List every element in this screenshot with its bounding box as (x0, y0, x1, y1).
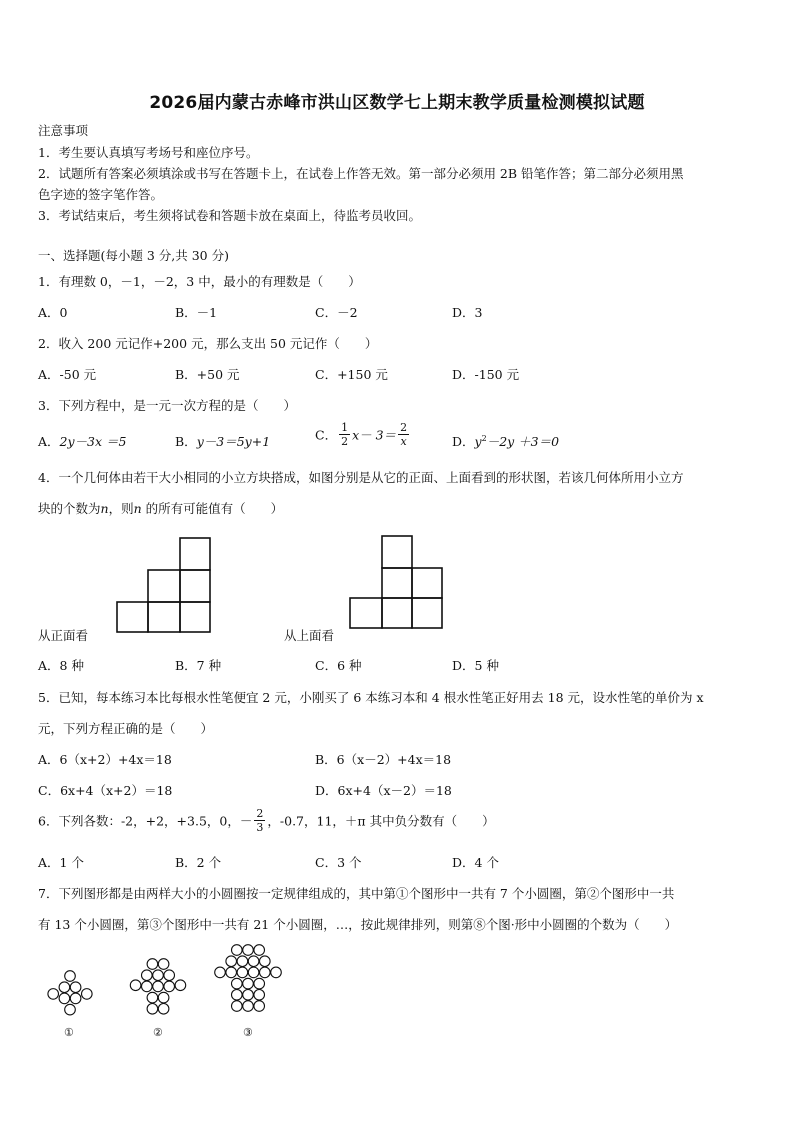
q2-option-d: D．-150 元 (452, 367, 520, 382)
fig3-circle (260, 967, 271, 978)
front-cube-bottom-2 (148, 602, 180, 632)
fig2-circle (164, 970, 175, 981)
fig1-circle (59, 982, 70, 993)
fig3-circle (243, 978, 254, 989)
q6-option-b: B．2 个 (175, 855, 222, 870)
q4-option-a: A．8 种 (38, 658, 84, 673)
q4-label-front: 从正面看 (38, 628, 89, 643)
q4-option-c: C．6 种 (315, 658, 362, 673)
fig2-circle (153, 970, 164, 981)
q6-stem-part-a: 6．下列各数：-2，+2，+3.5，0， (38, 813, 240, 829)
q1-option-d: D．3 (452, 305, 483, 320)
notice-item-2-cont: 色字迹的签字笔作答。 (38, 187, 164, 202)
q4-front-view-figure (90, 528, 230, 636)
fig3-circle (254, 990, 265, 1001)
fig3-circle (232, 978, 243, 989)
q4-var-n-2: n (133, 501, 142, 516)
fig1-circle (59, 993, 70, 1004)
fig1-circle (48, 989, 59, 1000)
q4-stem-line-2 (38, 499, 283, 517)
q3-stem: 3．下列方程中，是一元一次方程的是（ ） (38, 398, 296, 413)
q4-stem-part-a: 块的个数为 (38, 501, 101, 516)
q2-option-c: C．+150 元 (315, 367, 388, 382)
q3-option-d-prefix: D． (452, 434, 475, 449)
top-cube-5 (382, 598, 412, 628)
fig2-circle (130, 980, 141, 991)
q4-label-top: 从上面看 (284, 628, 335, 643)
front-cube-mid-1 (148, 570, 180, 602)
fig3-circle (254, 945, 265, 956)
q3-d-exponent: 2 (481, 433, 487, 443)
q5-option-c: C．6x+4（x+2）＝18 (38, 783, 173, 798)
fig3-circle (243, 1001, 254, 1012)
q7-label-2: ② (153, 1026, 163, 1039)
q2-option-b: B．+50 元 (175, 367, 240, 382)
q6-option-d: D．4 个 (452, 855, 499, 870)
q1-option-a: A．0 (38, 305, 68, 320)
q6-frac-num: 2 (256, 807, 264, 820)
fig3-circle (237, 956, 248, 967)
q3-c-frac2-num: 2 (400, 421, 408, 434)
q3-option-b (175, 432, 270, 450)
page-title: 2026届内蒙古赤峰市洪山区数学七上期末教学质量检测模拟试题 (149, 93, 645, 113)
fig3-circle (237, 967, 248, 978)
q3-option-a (38, 432, 126, 450)
q5-option-a: A．6（x+2）+4x＝18 (38, 752, 172, 767)
q2-option-a: A．-50 元 (38, 367, 97, 382)
q3-option-b-expr: y－3＝5y+1 (196, 434, 271, 449)
q1-option-b: B．－1 (175, 305, 218, 320)
fig2-circle (142, 970, 153, 981)
section-heading: 一、选择题(每小题 3 分,共 30 分) (38, 248, 229, 263)
q6-option-a: A．1 个 (38, 855, 84, 870)
q4-stem-line-1: 4．一个几何体由若干大小相同的小立方块搭成，如图分别是从它的正面、上面看到的形状图，若该几何体所用小立方 (38, 470, 684, 485)
fig1-circle (65, 1004, 76, 1015)
fig3-circle (254, 1001, 265, 1012)
q6-option-c: C．3 个 (315, 855, 362, 870)
notice-heading: 注意事项 (38, 123, 89, 138)
q5-stem-line-2: 元，下列方程正确的是（ ） (38, 721, 214, 736)
q4-stem-part-b: ，则 (108, 501, 134, 516)
q3-d-var: y (474, 434, 482, 449)
q7-circle-pattern-figure (38, 938, 294, 1044)
fig2-circle (175, 980, 186, 991)
q3-c-frac2-den: x (400, 435, 407, 448)
q7-stem-line-1: 7．下列图形都是由两样大小的小圆圈按一定规律组成的，其中第①个图形中一共有 7 个小圆圈，第②个图形中一共 (38, 886, 675, 901)
q3-c-fraction-2 (398, 422, 409, 447)
top-cube-6 (412, 598, 442, 628)
q6-neg-sign: － (239, 813, 253, 829)
q3-option-c-prefix: C． (315, 427, 338, 443)
q3-option-a-expr: 2y－3x ＝5 (59, 434, 127, 449)
q3-c-frac1-den: 2 (341, 435, 349, 448)
q3-d-rest: －2y ＋3＝0 (486, 434, 560, 449)
top-cube-3 (412, 568, 442, 598)
fig3-circle (232, 1001, 243, 1012)
q5-option-b: B．6（x－2）+4x＝18 (315, 752, 452, 767)
q3-c-frac1-num: 1 (341, 421, 349, 434)
q4-top-view-figure (330, 528, 470, 636)
q4-option-b: B．7 种 (175, 658, 222, 673)
q7-stem-line-2: 有 13 个小圆圈，第③个图形中一共有 21 个小圆圈，…，按此规律排列，则第⑧个图·形中小圆圈的个数为（ ） (38, 917, 678, 932)
front-cube-top (180, 538, 210, 570)
q1-option-c: C．－2 (315, 305, 358, 320)
top-cube-1 (382, 536, 412, 568)
fig3-circle (248, 956, 259, 967)
q6-stem-part-b: ，-0.7，11，＋π 其中负分数有（ ） (267, 813, 495, 829)
fig2-circle (147, 1004, 158, 1015)
fig3-circle (254, 978, 265, 989)
fig3-circle (215, 967, 226, 978)
q4-option-d: D．5 种 (452, 658, 499, 673)
notice-item-3: 3．考试结束后，考生须将试卷和答题卡放在桌面上，待监考员收回。 (38, 208, 421, 223)
fig3-circle (271, 967, 282, 978)
fig1-circle (65, 971, 76, 982)
front-cube-bottom-1 (117, 602, 148, 632)
top-cube-2 (382, 568, 412, 598)
fig2-circle (164, 981, 175, 992)
q7-label-3: ③ (243, 1026, 253, 1039)
q7-label-1: ① (64, 1026, 74, 1039)
q6-frac-den: 3 (256, 821, 264, 834)
q3-option-c (315, 422, 411, 447)
fig2-circle (147, 959, 158, 970)
q3-option-b-prefix: B． (175, 434, 197, 449)
notice-item-2: 2．试题所有答案必须填涂或书写在答题卡上，在试卷上作答无效。第一部分必须用 2B 铅笔作答；第二部分必须用黑 (38, 166, 684, 181)
fig2-circle (158, 992, 169, 1003)
q3-c-fraction-1 (339, 422, 350, 447)
q4-var-n: n (100, 501, 109, 516)
q3-option-d (452, 432, 559, 450)
q3-option-a-prefix: A． (38, 434, 60, 449)
front-cube-bottom-3 (180, 602, 210, 632)
fig3-circle (260, 956, 271, 967)
fig1-circle (82, 989, 93, 1000)
notice-item-1: 1．考生要认真填写考场号和座位序号。 (38, 145, 259, 160)
q6-stem (38, 808, 495, 833)
fig2-circle (142, 981, 153, 992)
fig1-circle (70, 982, 81, 993)
q4-stem-part-c: 的所有可能值有（ ） (141, 501, 284, 516)
q3-c-mid: x－ 3＝ (352, 427, 397, 443)
fig2-circle (158, 959, 169, 970)
fig3-circle (248, 967, 259, 978)
q5-option-d: D．6x+4（x－2）＝18 (315, 783, 452, 798)
fig1-circle (70, 993, 81, 1004)
fig3-circle (226, 967, 237, 978)
front-cube-mid-2 (180, 570, 210, 602)
q1-stem: 1．有理数 0，－1，－2，3 中，最小的有理数是（ ） (38, 274, 361, 289)
q6-fraction (254, 808, 265, 833)
fig2-circle (153, 981, 164, 992)
fig2-circle (147, 992, 158, 1003)
fig3-circle (243, 945, 254, 956)
top-cube-4 (350, 598, 382, 628)
fig3-circle (232, 945, 243, 956)
q5-stem-line-1: 5．已知，每本练习本比每根水性笔便宜 2 元，小刚买了 6 本练习本和 4 根水性笔正好用去 18 元，设水性笔的单价为 x (38, 690, 704, 705)
fig3-circle (232, 990, 243, 1001)
fig3-circle (226, 956, 237, 967)
q2-stem: 2．收入 200 元记作+200 元，那么支出 50 元记作（ ） (38, 336, 378, 351)
fig3-circle (243, 990, 254, 1001)
fig2-circle (158, 1004, 169, 1015)
